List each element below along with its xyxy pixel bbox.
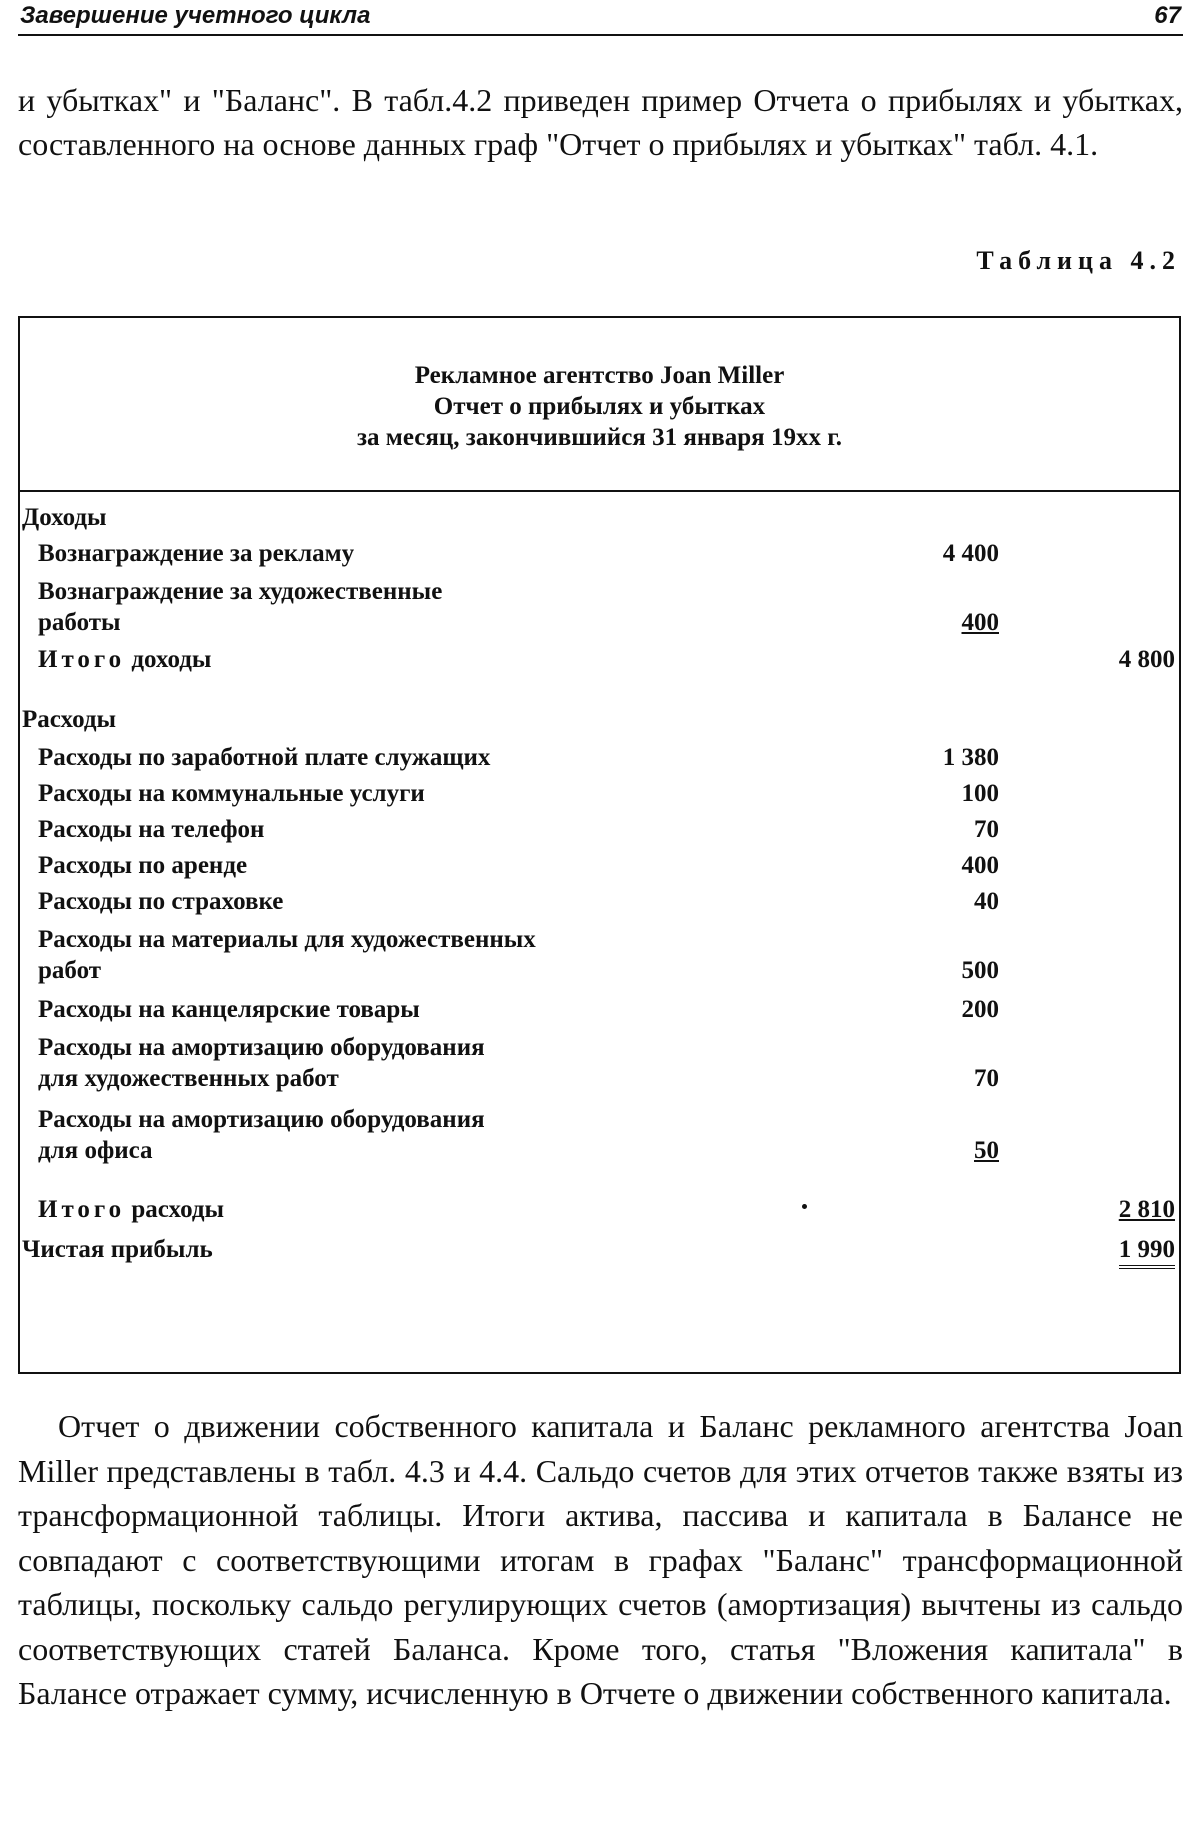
income-statement-table	[18, 316, 1181, 1374]
total-label-spaced: Итого	[38, 1196, 126, 1223]
expense-heading: Расходы	[22, 706, 117, 733]
income-heading: Доходы	[22, 504, 107, 531]
row-label-line1: Расходы на материалы для художественных	[38, 926, 536, 953]
net-profit-label: Чистая прибыль	[22, 1236, 213, 1263]
row-value: 50	[974, 1137, 999, 1164]
company-name: Рекламное агентство Joan Miller	[414, 362, 785, 389]
row-value: 1 380	[942, 744, 999, 771]
outro-paragraph	[18, 1404, 1183, 1716]
intro-text: и убытках" и "Баланс". В табл.4.2 приведен пример Отчета о прибылях и убытках, составленного на основе данных граф "Отчет о прибылях и убытках" табл. 4.1.	[18, 82, 1183, 162]
page-number: 67	[1154, 2, 1181, 29]
row-label: Расходы по страховке	[38, 888, 284, 915]
report-name: Отчет о прибылях и убытках	[433, 393, 766, 420]
total-label-rest: расходы	[131, 1196, 225, 1223]
running-header	[18, 0, 1183, 36]
row-value: 100	[961, 780, 999, 807]
row-label-line2: для художественных работ	[38, 1065, 339, 1092]
row-value: 70	[974, 1065, 999, 1092]
row-label: Расходы по заработной плате служащих	[38, 744, 491, 771]
intro-paragraph	[18, 78, 1183, 166]
row-value: 40	[974, 888, 999, 915]
row-label-line2: работ	[38, 957, 102, 984]
outro-text: Отчет о движении собственного капитала и Баланс рекламного агентства Joan Miller представлены в табл. 4.3 и 4.4. Сальдо счетов для этих отчетов также взяты из трансформационной таблицы. Итоги актива, пассива и капитала в Балансе не совпадают с соответствующими итогам в графах "Баланс" трансформационной таблицы, поскольку сальдо регулирующих счетов (амортизация) вычтены из сальдо соответствующих статей Баланса. Кроме того, статья "Вложения капитала" в Балансе отражает сумму, исчисленную в Отчете о движении собственного капитала.	[18, 1408, 1183, 1711]
row-label-line1: Вознаграждение за художественные	[38, 578, 443, 605]
row-label-line1: Расходы на амортизацию оборудования	[38, 1034, 485, 1061]
row-value: 400	[961, 852, 999, 879]
total-label-spaced: Итого	[38, 646, 126, 673]
net-profit-value: 1 990	[1119, 1234, 1175, 1269]
expense-total-value: 2 810	[1118, 1196, 1175, 1223]
total-label-rest: доходы	[131, 646, 212, 673]
expense-total-label	[38, 1194, 224, 1225]
stray-dot	[802, 1204, 807, 1209]
row-value: 500	[961, 957, 999, 984]
report-header	[20, 318, 1179, 492]
row-label-line1: Расходы на амортизацию оборудования	[38, 1106, 485, 1133]
row-value: 70	[974, 816, 999, 843]
row-label: Расходы на коммунальные услуги	[38, 780, 425, 807]
table-caption: Таблица 4.2	[976, 246, 1181, 275]
report-period: за месяц, закончившийся 31 января 19xx г.	[357, 424, 842, 451]
income-total-label	[38, 644, 211, 675]
income-total-value: 4 800	[1118, 646, 1175, 673]
row-value: 200	[961, 996, 999, 1023]
row-label: Расходы на телефон	[38, 816, 265, 843]
row-label: Расходы по аренде	[38, 852, 248, 879]
row-label: Вознаграждение за рекламу	[38, 540, 355, 567]
row-label-line2: для офиса	[38, 1137, 153, 1164]
row-label-line2: работы	[38, 609, 121, 636]
row-value: 4 400	[942, 540, 999, 567]
row-value: 400	[961, 609, 999, 636]
row-label: Расходы на канцелярские товары	[38, 996, 420, 1023]
chapter-title: Завершение учетного цикла	[20, 2, 371, 29]
